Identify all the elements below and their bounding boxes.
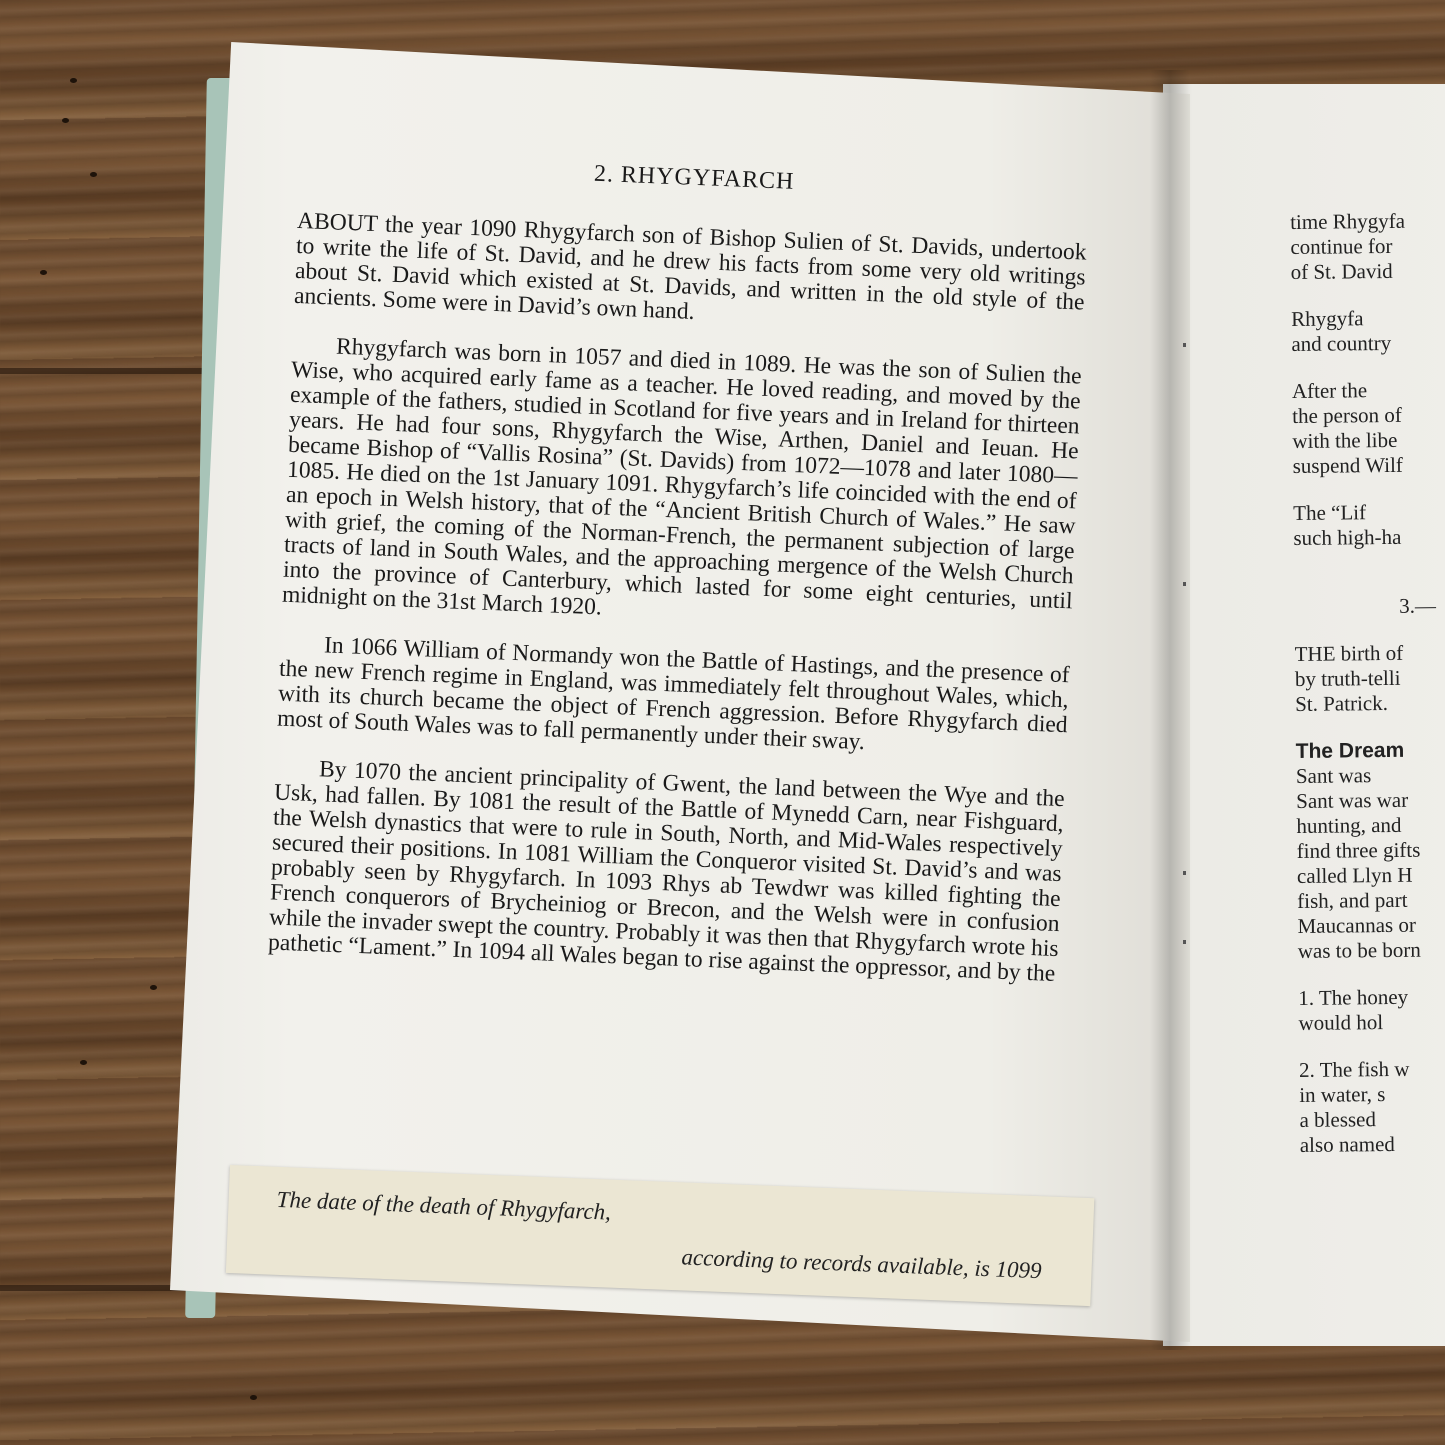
wood-wormhole (150, 985, 157, 990)
wood-wormhole (62, 118, 69, 123)
right-page-line: also named (1299, 1131, 1395, 1157)
binding-stitch (1183, 343, 1186, 347)
right-page-line: find three gifts (1296, 837, 1421, 863)
book-gutter (1150, 70, 1190, 1350)
right-page-line: by truth-telli (1294, 665, 1401, 691)
paragraph: Rhygyfarch was born in 1057 and died in 1089. He was the son of Sulien the Wise, who acquired early fame as a teacher. He loved reading, and moved by the example of the fathers, studied in Scotland for five years and in Ireland for thirteen years. He had four sons, Rhygyfarch the Wise, Arthen, Daniel and Ieuan. He became Bishop of “Vallis Rosina” (St. Davids) from 1072—1078 and later 1080—1085. He died on the 1st January 1091. Rhygyfarch’s life coincided with the end of an epoch in Welsh history, that of the “Ancient British Church of Wales.” He saw with grief, the coming of the Norman-French, the permanent subjection of large tracts of land in South Wales, and the approaching mergence of the Welsh Church into the province of Canterbury, which lasted for some eight centuries, until midnight on the 31st March 1920. (281, 333, 1083, 621)
right-page-line: continue for (1290, 233, 1393, 259)
right-page-line: The “Lif (1293, 500, 1367, 525)
right-page-line: hunting, and (1296, 812, 1402, 838)
wood-wormhole (90, 172, 97, 177)
right-page-line: suspend Wilf (1292, 452, 1403, 478)
line-gap (1293, 476, 1445, 501)
line-gap (1299, 1033, 1445, 1058)
right-page-line: After the (1291, 378, 1368, 403)
binding-stitch (1183, 940, 1186, 944)
right-page-line: was to be born (1297, 937, 1421, 963)
right-page-text (1290, 207, 1445, 1158)
chapter-title: 2. RHYGYFARCH (593, 160, 795, 195)
slip-line-1: The date of the death of Rhygyfarch, (276, 1186, 612, 1225)
paragraph: By 1070 the ancient principality of Gwent, the land between the Wye and the Usk, had fallen. By 1081 the result of the Battle of Mynedd Carn, near Fishguard, the Welsh dynastics that were to rule in South, North, and Mid-Wales respectively secured their positions. In 1081 William the Conqueror visited St. David’s and was probably seen by Rhygyfarch. In 1093 Rhys ab Tewdwr was killed fighting the French conquerors of Brycheiniog or Brecon, and the Welsh were in confusion while the invader swept the country. Probably it was then that Rhygyfarch wrote his pathetic “Lament.” In 1094 all Wales began to rise against the oppressor, and by the (267, 756, 1066, 987)
right-page-line: 1. The honey (1298, 984, 1409, 1010)
right-page-line: of St. David (1290, 258, 1393, 284)
right-page-line: with the libe (1292, 427, 1398, 453)
right-page-line: in water, s (1299, 1082, 1386, 1107)
right-page-line: Rhygyfa (1291, 306, 1364, 331)
wood-wormhole (80, 1060, 87, 1065)
paragraph: In 1066 William of Normandy won the Battle of Hastings, and the presence of the new French regime in England, was immediately felt throughout Wales, which, with its church became the object of French aggression. Before Rhygyfarch died most of South Wales was to fall permanently under their sway. (276, 632, 1071, 756)
right-page-line: time Rhygyfa (1290, 208, 1406, 234)
right-page-line: such high-ha (1293, 524, 1402, 550)
paragraph: ABOUT the year 1090 Rhygyfarch son of Bishop Sulien of St. Davids, undertook to write the life of St. David, and he drew his facts from some very old writings about St. David which existed at St. Davids, and written in the old style of the ancients. Some were in David’s own hand. (293, 207, 1088, 325)
right-page-line: The Dream (1295, 738, 1405, 763)
wood-wormhole (70, 78, 77, 83)
line-gap (1295, 714, 1445, 739)
binding-stitch (1183, 582, 1186, 586)
right-page-line: Sant was war (1296, 787, 1409, 813)
line-gap (1294, 548, 1445, 573)
right-page-line: fish, and part (1297, 887, 1408, 913)
line-gap (1294, 570, 1445, 595)
line-gap (1292, 354, 1445, 379)
right-page-line: 2. The fish w (1298, 1056, 1410, 1082)
line-gap (1298, 961, 1445, 986)
wood-wormhole (250, 1395, 257, 1400)
right-page-line: the person of (1292, 402, 1402, 428)
right-page-line: St. Patrick. (1295, 691, 1389, 716)
line-gap (1291, 282, 1445, 307)
left-page-text (267, 150, 1090, 1011)
right-page-line: Maucannas or (1297, 912, 1416, 938)
wood-wormhole (40, 270, 47, 275)
slip-line-2: according to records available, is 1099 (681, 1244, 1043, 1284)
right-page-line: and country (1291, 330, 1392, 356)
right-page-line: a blessed (1299, 1107, 1377, 1132)
right-page-line: would hol (1298, 1010, 1384, 1035)
right-page-line: Sant was (1295, 763, 1372, 788)
binding-stitch (1183, 871, 1186, 875)
line-gap (1294, 617, 1445, 642)
right-page-line: called Llyn H (1296, 862, 1413, 888)
right-page-line: THE birth of (1294, 640, 1404, 666)
right-page-line: 3.— (1399, 593, 1437, 618)
